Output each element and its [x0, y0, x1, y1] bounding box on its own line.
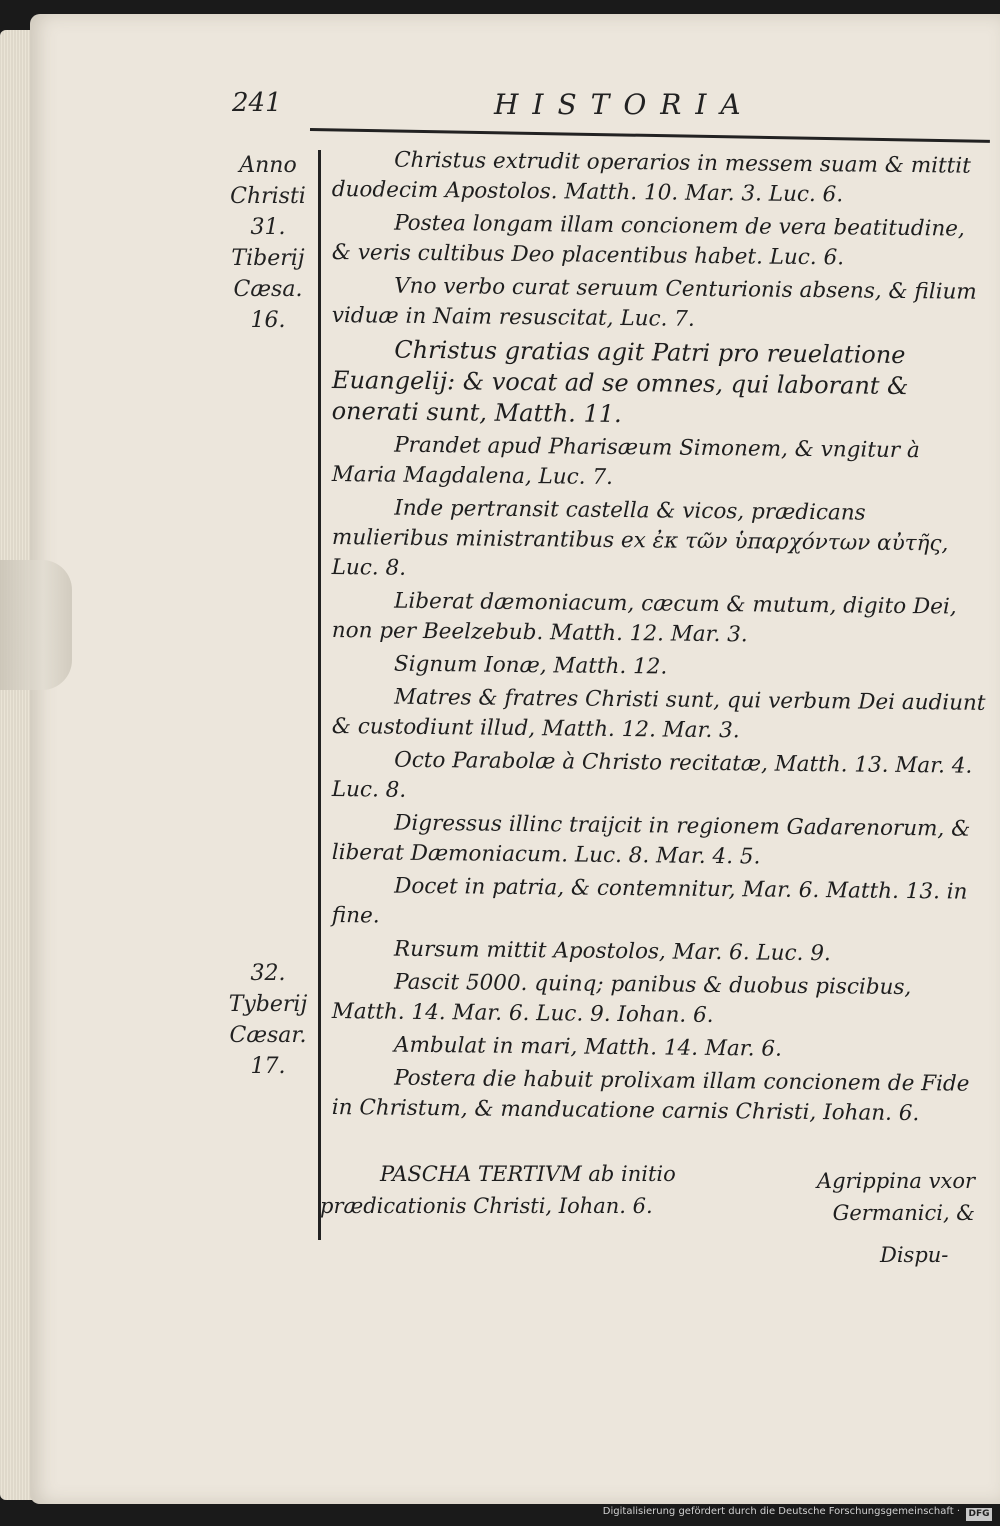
pascha-heading: PASCHA TERTIVM ab initio prædicationis Christi, Iohan. 6. [320, 1162, 676, 1218]
entry: Rursum mittit Apostolos, Mar. 6. Luc. 9. [393, 936, 831, 967]
margin-line: 32. [250, 961, 286, 986]
margin-note-year-31 [222, 150, 314, 336]
margin-line: Tyberij [228, 992, 308, 1017]
entry: Octo Parabolæ à Christo recitatæ, Matth. 13. Mar. 4. Luc. 8. [331, 747, 973, 803]
entry: Liberat dæmoniacum, cæcum & mutum, digito Dei, non per Beelzebub. Matth. 12. Mar. 3. [331, 588, 957, 648]
margin-line: Anno [239, 153, 297, 178]
entry: Docet in patria, & contemnitur, Mar. 6. Matth. 13. in fine. [331, 873, 968, 929]
entry: Vno verbo curat seruum Centurionis absens, & filium viduæ in Naim resuscitat, Luc. 7. [331, 273, 977, 332]
margin-line: Cæsar. [229, 1023, 307, 1048]
entry: Matres & fratres Christi sunt, qui verbum Dei audiunt & custodiunt illud, Matth. 12. Mar. 3. [331, 684, 986, 744]
margin-line: Christi [230, 184, 306, 209]
entry: Inde pertransit castella & vicos, prædicans mulieribus ministrantibus ex ἐκ τῶν ὑπαρχόντων αὐτῆς, Luc. 8. [331, 495, 949, 581]
entry: Ambulat in mari, Matth. 14. Mar. 6. [393, 1032, 782, 1062]
entry: Signum Ionæ, Matth. 12. [393, 651, 668, 680]
side-note-right: Agrippina vxor Germanici, & [816, 1169, 975, 1225]
digitization-credit: Digitalisierung gefördert durch die Deutsche Forschungsgemeinschaft · [602, 1506, 960, 1517]
running-title: HISTORIA [494, 88, 755, 121]
margin-rule [318, 150, 321, 1240]
entry: Christus gratias agit Patri pro reuelatione Euangelij: & vocat ad se omnes, qui laborant & onerati sunt, Matth. 11. [331, 335, 909, 429]
chronicle-entries [332, 145, 987, 1126]
margin-note-year-32 [222, 958, 314, 1082]
catchword: Dispu- [880, 1243, 949, 1267]
page-clip [0, 560, 72, 690]
entry: Christus extrudit operarios in messem suam & mittit duodecim Apostolos. Matth. 10. Mar. 3. Luc. 6. [331, 147, 971, 208]
margin-line: 17. [250, 1054, 286, 1079]
margin-line: Tiberij [231, 246, 305, 271]
margin-line: 31. [250, 215, 286, 240]
margin-line: Cæsa. [233, 277, 303, 302]
entry: Pascit 5000. quinq; panibus & duobus piscibus, Matth. 14. Mar. 6. Luc. 9. Iohan. 6. [331, 969, 912, 1028]
page-header [232, 88, 992, 128]
entry: Digressus illinc traijcit in regionem Gadarenorum, & liberat Dæmoniacum. Luc. 8. Mar. 4. 5. [331, 810, 971, 870]
margin-line: 16. [250, 308, 286, 333]
entry: Postera die habuit prolixam illam concionem de Fide in Christum, & manducatione carnis Christi, Iohan. 6. [331, 1065, 970, 1127]
entry: Prandet apud Pharisæum Simonem, & vngitur à Maria Magdalena, Luc. 7. [331, 432, 920, 490]
dfg-logo: DFG [966, 1508, 992, 1521]
page-number: 241 [232, 88, 282, 118]
entry: Postea longam illam concionem de vera beatitudine, & veris cultibus Deo placentibus habet. Luc. 6. [331, 210, 965, 271]
